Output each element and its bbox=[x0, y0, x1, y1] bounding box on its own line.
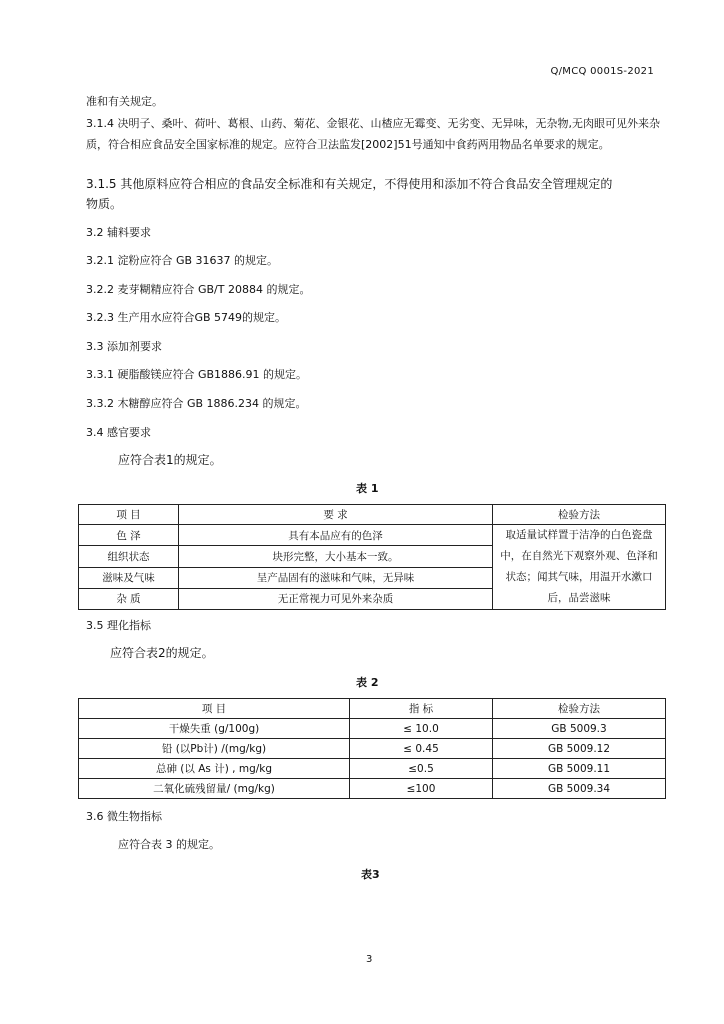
table-cell: 杂 质 bbox=[79, 588, 179, 609]
paragraph-3-1-5-line1: 3.1.5 其他原料应符合相应的食品安全标准和有关规定，不得使用和添加不符合食品安全管理规定的 bbox=[86, 177, 613, 191]
table-cell: ≤ 0.45 bbox=[350, 739, 493, 759]
method-line: 中，在自然光下观察外观、色泽和 bbox=[500, 550, 658, 562]
clause-3-3-1: 3.3.1 硬脂酸镁应符合 GB1886.91 的规定。 bbox=[86, 368, 308, 381]
table-row bbox=[79, 525, 666, 546]
table2-caption: 表 2 bbox=[356, 676, 379, 689]
table-header-cell: 指 标 bbox=[350, 699, 493, 719]
table-cell: 滋味及气味 bbox=[79, 567, 179, 588]
table-cell: GB 5009.3 bbox=[493, 719, 666, 739]
table-header-cell: 要 求 bbox=[179, 505, 493, 525]
table-cell: GB 5009.12 bbox=[493, 739, 666, 759]
table-cell: 二氧化硫残留量/ (mg/kg) bbox=[79, 779, 350, 799]
table3-caption: 表3 bbox=[361, 868, 380, 881]
table-header-cell: 项 目 bbox=[79, 505, 179, 525]
section-3-4-text: 应符合表1的规定。 bbox=[118, 453, 222, 467]
section-3-2-heading: 3.2 辅料要求 bbox=[86, 226, 151, 239]
method-line: 后，品尝滋味 bbox=[547, 592, 611, 604]
inspection-method-cell bbox=[493, 525, 666, 610]
table-cell: GB 5009.34 bbox=[493, 779, 666, 799]
section-3-5-heading: 3.5 理化指标 bbox=[86, 619, 151, 632]
clause-3-3-2: 3.3.2 木糖醇应符合 GB 1886.234 的规定。 bbox=[86, 397, 307, 410]
table-2 bbox=[78, 698, 666, 799]
clause-3-2-3: 3.2.3 生产用水应符合GB 5749的规定。 bbox=[86, 311, 287, 324]
table-header-row bbox=[79, 699, 666, 719]
section-3-5-text: 应符合表2的规定。 bbox=[110, 646, 214, 660]
table-cell: ≤ 10.0 bbox=[350, 719, 493, 739]
table1-caption: 表 1 bbox=[356, 482, 379, 495]
paragraph-3-1-5-line2: 物质。 bbox=[86, 197, 123, 211]
table-cell: 色 泽 bbox=[79, 525, 179, 546]
table-header-cell: 检验方法 bbox=[493, 699, 666, 719]
paragraph-3-1-4: 3.1.4 决明子、桑叶、荷叶、葛根、山药、菊花、金银花、山楂应无霉变、无劣变、无异味，无杂物,无肉眼可见外来杂质，符合相应食品安全国家标准的规定。应符合卫法监发[2002]51号通知中食药两用物品名单要求的规定。 bbox=[86, 117, 660, 151]
table-cell: 具有本品应有的色泽 bbox=[179, 525, 493, 546]
table-cell: 铅 (以Pb计) /(mg/kg) bbox=[79, 739, 350, 759]
table-cell: 无正常视力可见外来杂质 bbox=[179, 588, 493, 609]
section-3-4-heading: 3.4 感官要求 bbox=[86, 426, 151, 439]
table-cell: ≤0.5 bbox=[350, 759, 493, 779]
clause-3-2-2: 3.2.2 麦芽糊精应符合 GB/T 20884 的规定。 bbox=[86, 283, 311, 296]
table-cell: 呈产品固有的滋味和气味，无异味 bbox=[179, 567, 493, 588]
table-row bbox=[79, 779, 666, 799]
table-cell: 块形完整，大小基本一致。 bbox=[179, 546, 493, 567]
document-code: Q/MCQ 0001S-2021 bbox=[550, 66, 654, 77]
table-header-row bbox=[79, 505, 666, 525]
table-row bbox=[79, 759, 666, 779]
table-cell: GB 5009.11 bbox=[493, 759, 666, 779]
table-cell: ≤100 bbox=[350, 779, 493, 799]
table-header-cell: 项 目 bbox=[79, 699, 350, 719]
table-row bbox=[79, 719, 666, 739]
table-cell: 干燥失重 (g/100g) bbox=[79, 719, 350, 739]
table-cell: 总砷 (以 As 计) , mg/kg bbox=[79, 759, 350, 779]
table-row bbox=[79, 739, 666, 759]
page-number: 3 bbox=[366, 954, 373, 965]
section-3-6-heading: 3.6 微生物指标 bbox=[86, 810, 162, 823]
table-cell: 组织状态 bbox=[79, 546, 179, 567]
paragraph-continuation: 准和有关规定。 bbox=[86, 95, 163, 108]
section-3-6-text: 应符合表 3 的规定。 bbox=[118, 838, 220, 851]
method-line: 取适量试样置于洁净的白色瓷盘 bbox=[505, 529, 653, 541]
section-3-3-heading: 3.3 添加剂要求 bbox=[86, 340, 162, 353]
table-header-cell: 检验方法 bbox=[493, 505, 666, 525]
clause-3-2-1: 3.2.1 淀粉应符合 GB 31637 的规定。 bbox=[86, 254, 279, 267]
method-line: 状态；闻其气味，用温开水漱口 bbox=[505, 571, 653, 583]
table-1 bbox=[78, 504, 666, 610]
